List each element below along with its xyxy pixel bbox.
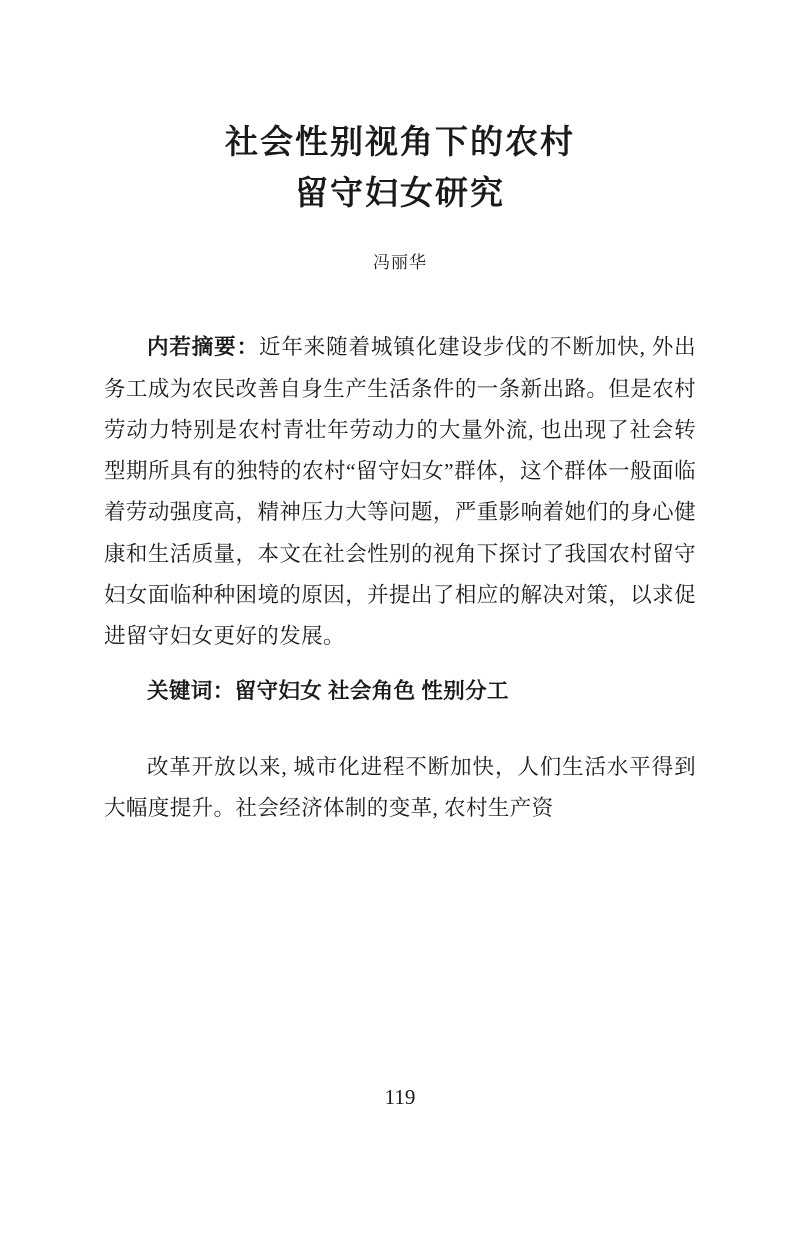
keywords-label: 关键词： <box>147 679 235 704</box>
section-spacer <box>104 713 696 747</box>
title-line-2: 留守妇女研究 <box>295 176 505 213</box>
title-line-1: 社会性别视角下的农村 <box>225 125 575 161</box>
abstract-text: 近年来随着城镇化建设步伐的不断加快, 外出务工成为农民改善自身生产生活条件的一条新出路。但是农村劳动力特别是农村青壮年劳动力的大量外流, 也出现了社会转型期所具有的独特的农村“留守妇女”群体，这个群体一般面临着劳动强度高，精神压力大等问题，严重影响着她们的身心健康和生活质量，本文在社会性别的视角下探讨了我国农村留守妇女面临种种困境的原因，并提出了相应的解决对策，以求促进留守妇女更好的发展。 <box>104 335 696 649</box>
page-title <box>0 118 800 220</box>
keywords-line <box>104 671 696 712</box>
document-page <box>0 118 800 1242</box>
body-paragraph-1: 改革开放以来, 城市化进程不断加快，人们生活水平得到大幅度提升。社会经济体制的变革, 农村生产资 <box>104 754 696 820</box>
keywords-items: 留守妇女 社会角色 性别分工 <box>234 679 509 704</box>
page-number: 119 <box>384 1085 416 1109</box>
abstract-label: 内若摘要： <box>147 335 259 360</box>
author-name: 冯丽华 <box>373 253 427 273</box>
article-body <box>104 327 696 829</box>
abstract-paragraph <box>104 327 696 657</box>
